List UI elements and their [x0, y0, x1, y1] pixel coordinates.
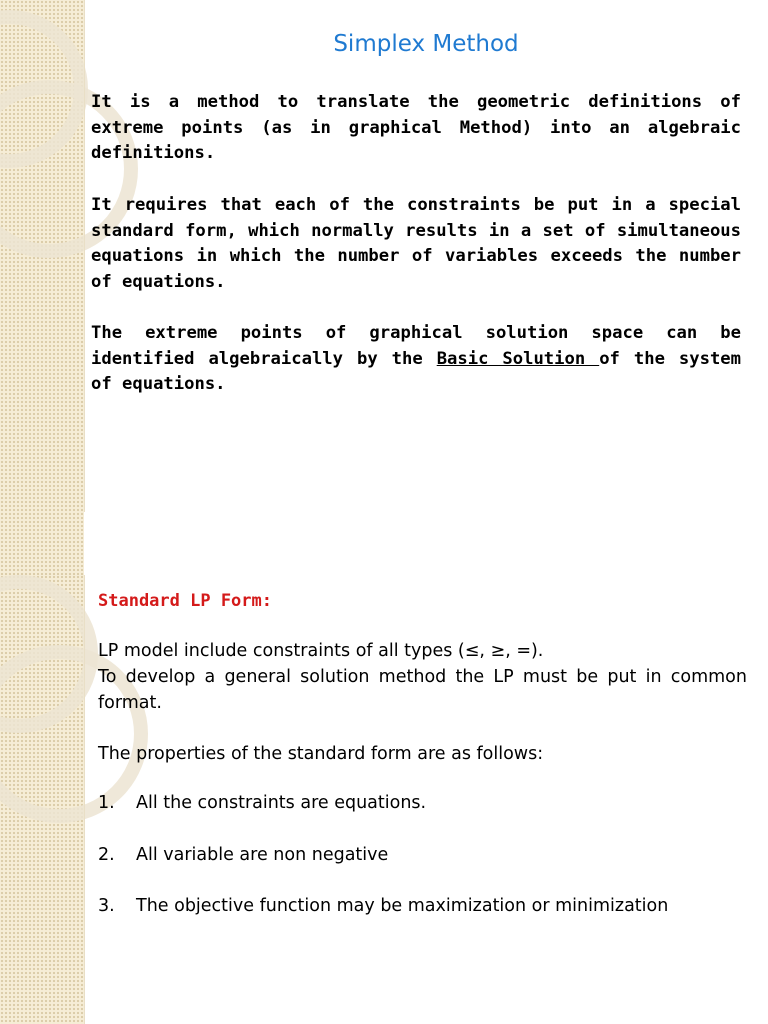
- slide-gap: [0, 512, 768, 575]
- basic-solution-term: Basic Solution: [436, 348, 600, 369]
- standard-lp-heading: Standard LP Form:: [98, 591, 272, 611]
- paragraph-3: [91, 321, 741, 398]
- gap-sidebar: [0, 512, 84, 575]
- slide-title: Simplex Method: [333, 31, 519, 57]
- list-number: 3.: [98, 896, 115, 916]
- properties-intro: The properties of the standard form are as follows:: [98, 744, 544, 764]
- list-item-text: The objective function may be maximization or minimization: [136, 896, 669, 916]
- paragraph-2: It requires that each of the constraints be put in a special standard form, which normally results in a set of simultaneous equations in which the number of variables exceeds the number of equations.: [91, 195, 741, 293]
- paragraph-3-end: of the system of equations.: [91, 348, 741, 395]
- slide-2: [0, 575, 768, 1024]
- decorative-sidebar: [0, 575, 86, 1024]
- list-number: 2.: [98, 845, 115, 865]
- list-item-text: All the constraints are equations.: [136, 793, 427, 813]
- decorative-sidebar: [0, 0, 86, 512]
- constraints-line: LP model include constraints of all types (≤, ≥, =).: [98, 641, 544, 661]
- sidebar-divider: [84, 575, 85, 1024]
- paragraph-3-start: The extreme points of graphical solution space can be identified algebraically by the: [91, 323, 741, 369]
- list-item-text: All variable are non negative: [136, 845, 389, 865]
- paragraph-1: It is a method to translate the geometric definitions of extreme points (as in graphical Method) into an algebraic definitions.: [91, 92, 741, 164]
- list-number: 1.: [98, 793, 115, 813]
- general-solution-line: To develop a general solution method the LP must be put in common format.: [98, 667, 747, 713]
- sidebar-divider: [84, 0, 85, 512]
